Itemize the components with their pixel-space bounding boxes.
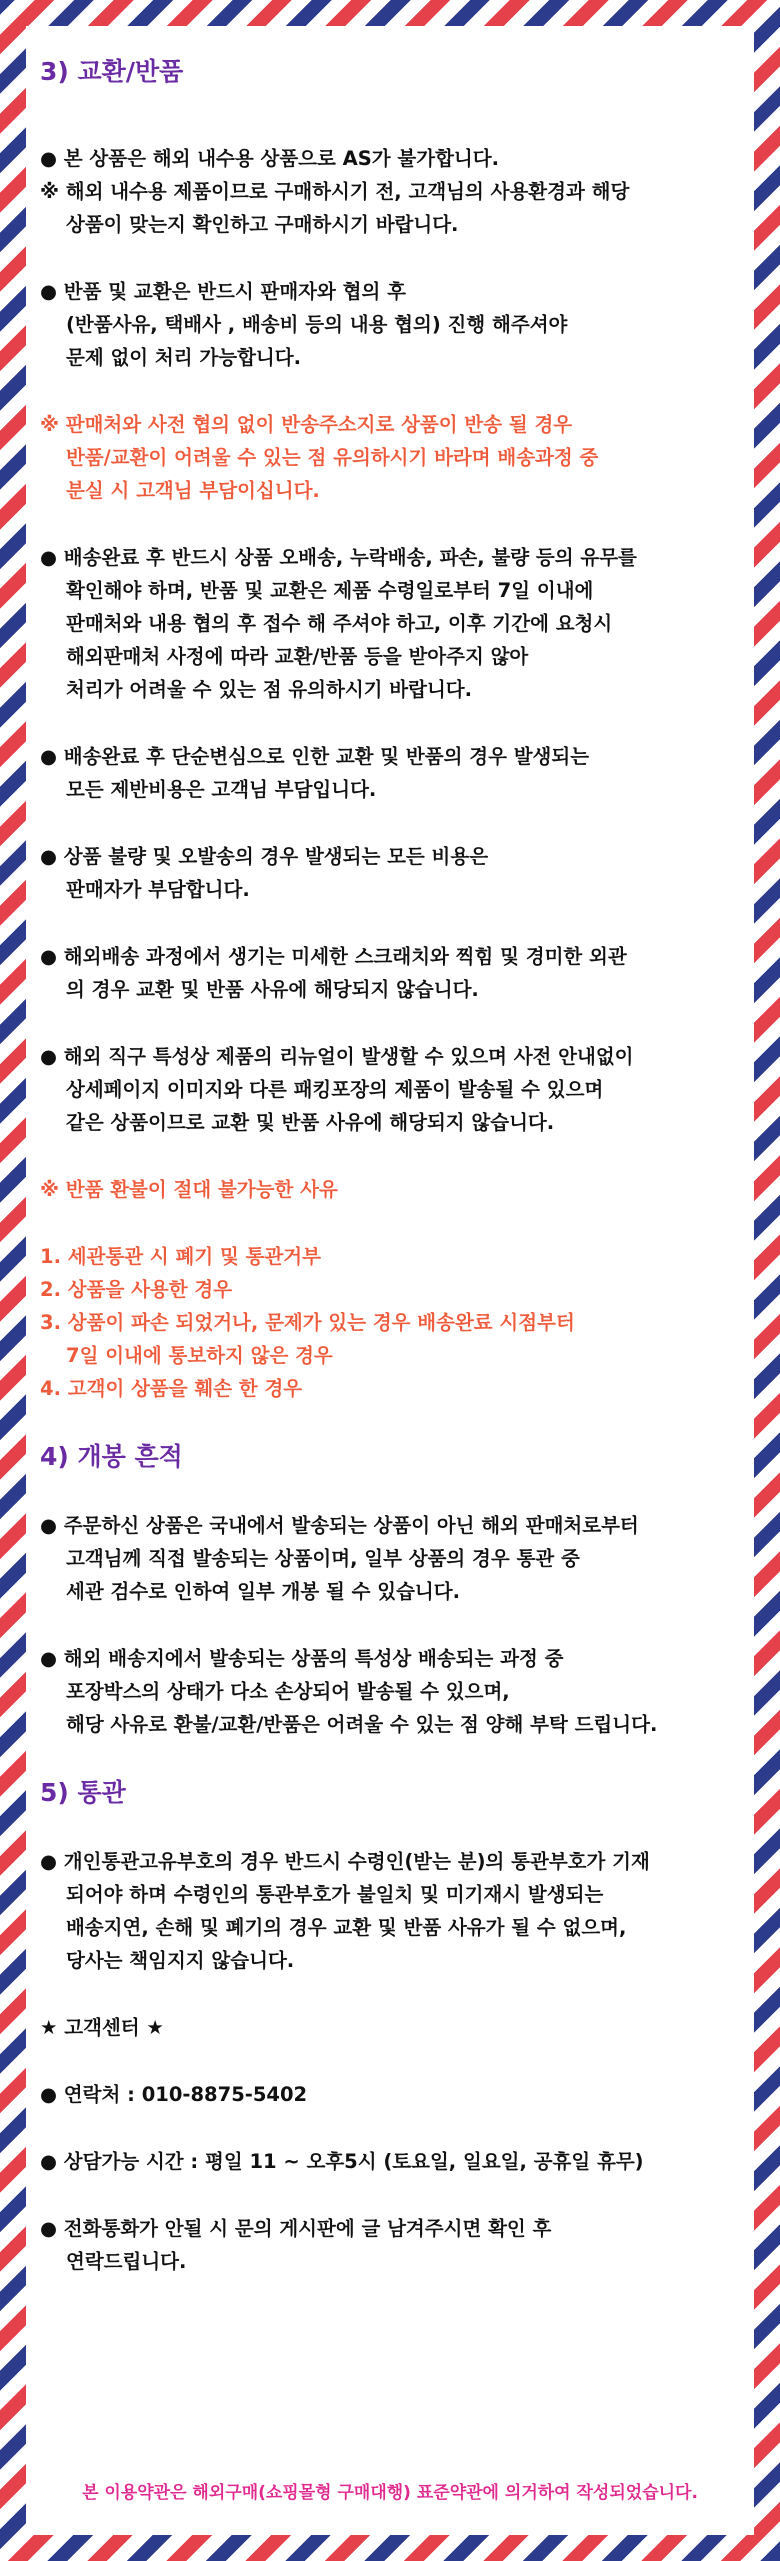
bullet-customs-code-l2: 되어야 하며 수령인의 통관부호가 불일치 및 미기재시 발생되는 <box>66 1883 604 1906</box>
bullet-defect-cost-l2: 판매자가 부담합니다. <box>66 878 250 901</box>
bullet-customs-open-l3: 세관 검수로 인하여 일부 개봉 될 수 있습니다. <box>66 1580 460 1603</box>
consult-hours: ● 상담가능 시간 : 평일 11 ~ 오후5시 (토요일, 일요일, 공휴일 휴무) <box>40 2150 644 2173</box>
bullet-customs-open-l2: 고객님께 직접 발송되는 상품이며, 일부 상품의 경우 통관 중 <box>66 1547 580 1570</box>
customer-center-title: ★ 고객센터 ★ <box>40 2016 164 2039</box>
bullet-box-damage-l3: 해당 사유로 환불/교환/반품은 어려울 수 있는 점 양해 부탁 드립니다. <box>66 1713 658 1736</box>
no-refund-item-1: 1. 세관통관 시 폐기 및 통관거부 <box>40 1245 321 1268</box>
note-domestic-product: ※ 해외 내수용 제품이므로 구매하시기 전, 고객님의 사용환경과 해당 <box>40 180 630 203</box>
contact-phone: ● 연락처 : 010-8875-5402 <box>40 2083 308 2106</box>
section-opening-trace-title: 4) 개봉 흔적 <box>40 1442 183 1471</box>
policy-sheet <box>26 26 754 2535</box>
board-notice-cont: 연락드립니다. <box>66 2250 187 2273</box>
bullet-inspection: ● 배송완료 후 반드시 상품 오배송, 누락배송, 파손, 불량 등의 유무를 <box>40 546 637 569</box>
terms-footer-note: 본 이용약관은 해외구매(쇼핑몰형 구매대행) 표준약관에 의거하여 작성되었습니다. <box>82 2483 698 2503</box>
no-refund-item-3-cont: 7일 이내에 통보하지 않은 경우 <box>66 1344 333 1367</box>
bullet-inspection-l2: 확인해야 하며, 반품 및 교환은 제품 수령일로부터 7일 이내에 <box>66 579 594 602</box>
bullet-change-of-mind: ● 배송완료 후 단순변심으로 인한 교환 및 반품의 경우 발생되는 <box>40 745 590 768</box>
bullet-agreement: ● 반품 및 교환은 반드시 판매자와 협의 후 <box>40 280 406 303</box>
no-refund-heading: ※ 반품 환불이 절대 불가능한 사유 <box>40 1178 338 1201</box>
bullet-scratches: ● 해외배송 과정에서 생기는 미세한 스크래치와 찍힘 및 경미한 외관 <box>40 945 627 968</box>
warning-return-address-l2: 반품/교환이 어려울 수 있는 점 유의하시기 바라며 배송과정 중 <box>66 446 599 469</box>
note-domestic-product-cont: 상품이 맞는지 확인하고 구매하시기 바랍니다. <box>66 213 459 236</box>
bullet-no-as: ● 본 상품은 해외 내수용 상품으로 AS가 불가합니다. <box>40 147 499 170</box>
bullet-box-damage: ● 해외 배송지에서 발송되는 상품의 특성상 배송되는 과정 중 <box>40 1647 564 1670</box>
bullet-box-damage-l2: 포장박스의 상태가 다소 손상되어 발송될 수 있으며, <box>66 1680 510 1703</box>
bullet-scratches-l2: 의 경우 교환 및 반품 사유에 해당되지 않습니다. <box>66 978 479 1001</box>
bullet-agreement-l2: (반품사유, 택배사 , 배송비 등의 내용 협의) 진행 해주셔야 <box>66 313 568 336</box>
no-refund-item-2: 2. 상품을 사용한 경우 <box>40 1278 233 1301</box>
bullet-renewal-l2: 상세페이지 이미지와 다른 패킹포장의 제품이 발송될 수 있으며 <box>66 1078 604 1101</box>
bullet-defect-cost: ● 상품 불량 및 오발송의 경우 발생되는 모든 비용은 <box>40 845 489 868</box>
bullet-customs-code-l4: 당사는 책임지지 않습니다. <box>66 1949 295 1972</box>
bullet-renewal: ● 해외 직구 특성상 제품의 리뉴얼이 발생할 수 있으며 사전 안내없이 <box>40 1045 634 1068</box>
board-notice: ● 전화통화가 안될 시 문의 게시판에 글 남겨주시면 확인 후 <box>40 2217 552 2240</box>
bullet-agreement-l3: 문제 없이 처리 가능합니다. <box>66 346 301 369</box>
warning-return-address-l3: 분실 시 고객님 부담이십니다. <box>66 479 320 502</box>
bullet-change-of-mind-l2: 모든 제반비용은 고객님 부담입니다. <box>66 778 377 801</box>
section-exchange-return-title: 3) 교환/반품 <box>40 57 184 86</box>
bullet-customs-code: ● 개인통관고유부호의 경우 반드시 수령인(받는 분)의 통관부호가 기재 <box>40 1850 650 1873</box>
warning-return-address: ※ 판매처와 사전 협의 없이 반송주소지로 상품이 반송 될 경우 <box>40 413 573 436</box>
bullet-inspection-l4: 해외판매처 사정에 따라 교환/반품 등을 받아주지 않아 <box>66 645 529 668</box>
section-customs-title: 5) 통관 <box>40 1778 126 1807</box>
bullet-renewal-l3: 같은 상품이므로 교환 및 반품 사유에 해당되지 않습니다. <box>66 1111 555 1134</box>
bullet-inspection-l3: 판매처와 내용 협의 후 접수 해 주셔야 하고, 이후 기간에 요청시 <box>66 612 613 635</box>
bullet-inspection-l5: 처리가 어려울 수 있는 점 유의하시기 바랍니다. <box>66 678 473 701</box>
bullet-customs-open: ● 주문하신 상품은 국내에서 발송되는 상품이 아닌 해외 판매처로부터 <box>40 1514 639 1537</box>
no-refund-item-3: 3. 상품이 파손 되었거나, 문제가 있는 경우 배송완료 시점부터 <box>40 1311 575 1334</box>
no-refund-item-4: 4. 고객이 상품을 훼손 한 경우 <box>40 1377 303 1400</box>
bullet-customs-code-l3: 배송지연, 손해 및 폐기의 경우 교환 및 반품 사유가 될 수 없으며, <box>66 1916 627 1939</box>
